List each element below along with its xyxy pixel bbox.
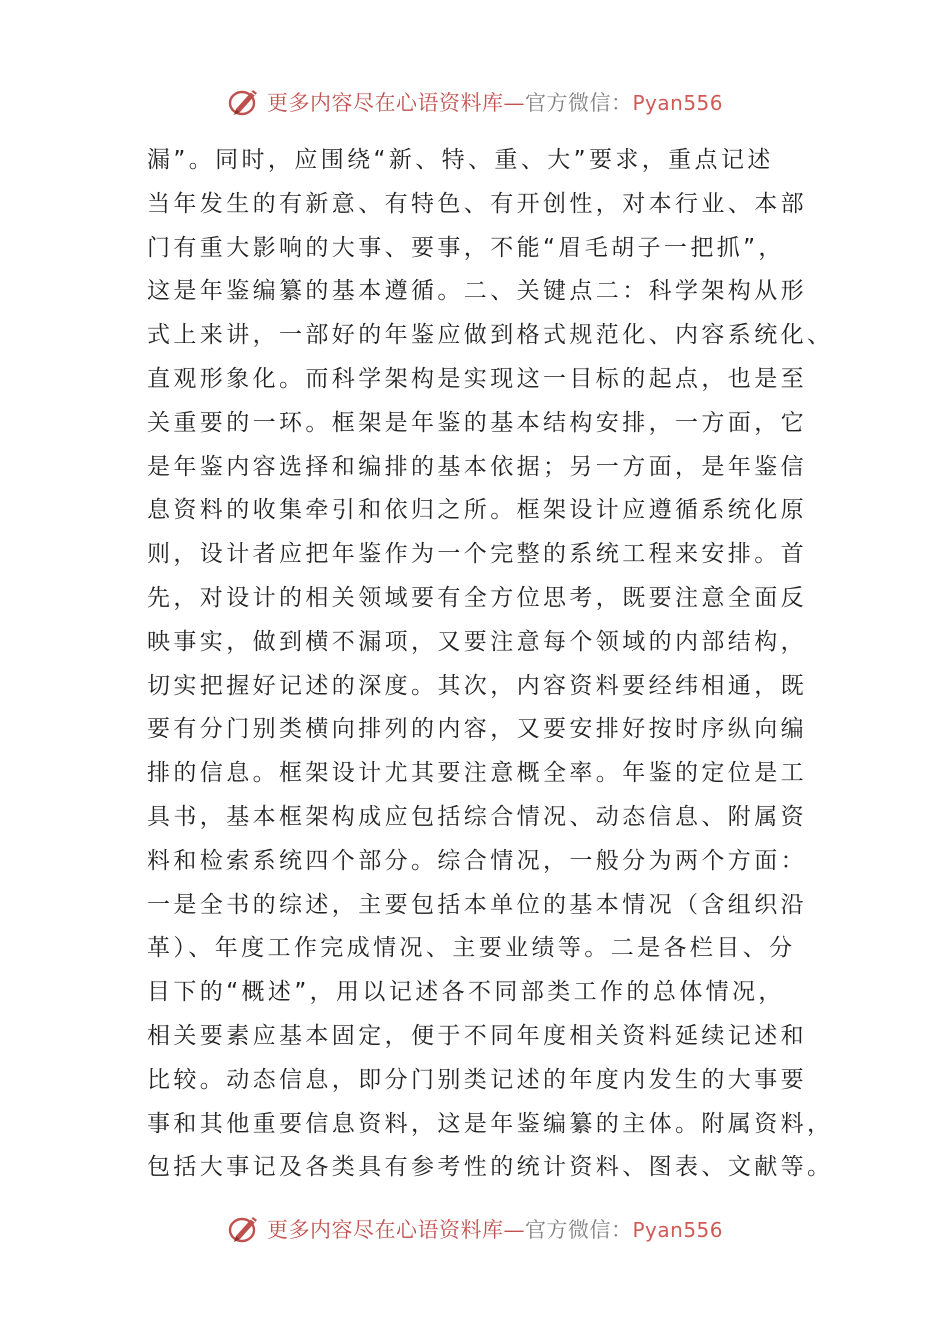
document-body	[147, 139, 834, 1190]
banner-text-group	[267, 1214, 723, 1244]
banner-separator: —	[503, 1218, 525, 1242]
body-line: 门有重大影响的大事、要事，不能“眉毛胡子一把抓”，	[147, 234, 785, 261]
banner-title: 更多内容尽在心语资料库	[266, 91, 504, 115]
body-line: 料和检索系统四个部分。综合情况，一般分为两个方面：	[147, 847, 807, 874]
body-line: 排的信息。框架设计尤其要注意概全率。年鉴的定位是工	[147, 760, 807, 787]
body-line: 事和其他重要信息资料，这是年鉴编纂的主体。附属资料，	[147, 1110, 834, 1137]
banner-wechat-label: 官方微信：	[524, 1218, 633, 1242]
banner-wechat-handle: Pyan556	[632, 1218, 723, 1242]
body-line: 式上来讲，一部好的年鉴应做到格式规范化、内容系统化、	[147, 322, 834, 349]
pen-in-circle-icon	[227, 84, 263, 120]
body-line: 当年发生的有新意、有特色、有开创性，对本行业、本部	[147, 190, 807, 217]
body-line: 先，对设计的相关领域要有全方位思考，既要注意全面反	[147, 584, 807, 611]
footer-banner	[0, 1209, 950, 1249]
banner-wechat-label: 官方微信：	[524, 91, 633, 115]
body-line: 漏”。同时，应围绕“新、特、重、大”要求，重点记述	[147, 147, 774, 173]
banner-separator: —	[503, 91, 525, 115]
body-line: 相关要素应基本固定，便于不同年度相关资料延续记述和	[147, 1022, 807, 1049]
body-line: 息资料的收集牵引和依归之所。框架设计应遵循系统化原	[147, 497, 807, 524]
body-line: 比较。动态信息，即分门别类记述的年度内发生的大事要	[147, 1066, 807, 1093]
body-line: 是年鉴内容选择和编排的基本依据；另一方面，是年鉴信	[147, 453, 807, 480]
banner-wechat-handle: Pyan556	[632, 91, 723, 115]
banner-title: 更多内容尽在心语资料库	[266, 1218, 504, 1242]
body-line: 革）、年度工作完成情况、主要业绩等。二是各栏目、分	[147, 935, 796, 962]
body-line: 一是全书的综述，主要包括本单位的基本情况（含组织沿	[147, 891, 807, 918]
banner-text-group	[267, 87, 723, 117]
body-line: 直观形象化。而科学架构是实现这一目标的起点，也是至	[147, 365, 807, 392]
body-line: 关重要的一环。框架是年鉴的基本结构安排，一方面，它	[147, 409, 807, 436]
body-line: 目下的“概述”，用以记述各不同部类工作的总体情况，	[147, 979, 785, 1006]
pen-in-circle-icon	[227, 1211, 263, 1247]
header-banner	[0, 82, 950, 122]
body-line: 切实把握好记述的深度。其次，内容资料要经纬相通，既	[147, 672, 807, 699]
body-line: 这是年鉴编纂的基本遵循。二、关键点二：科学架构从形	[147, 278, 807, 305]
body-line: 包括大事记及各类具有参考性的统计资料、图表、文献等。	[147, 1154, 834, 1181]
body-line: 映事实，做到横不漏项，又要注意每个领域的内部结构，	[147, 628, 807, 655]
body-line: 则，设计者应把年鉴作为一个完整的系统工程来安排。首	[147, 541, 807, 568]
body-line: 具书，基本框架构成应包括综合情况、动态信息、附属资	[147, 803, 807, 830]
body-line: 要有分门别类横向排列的内容，又要安排好按时序纵向编	[147, 716, 807, 743]
